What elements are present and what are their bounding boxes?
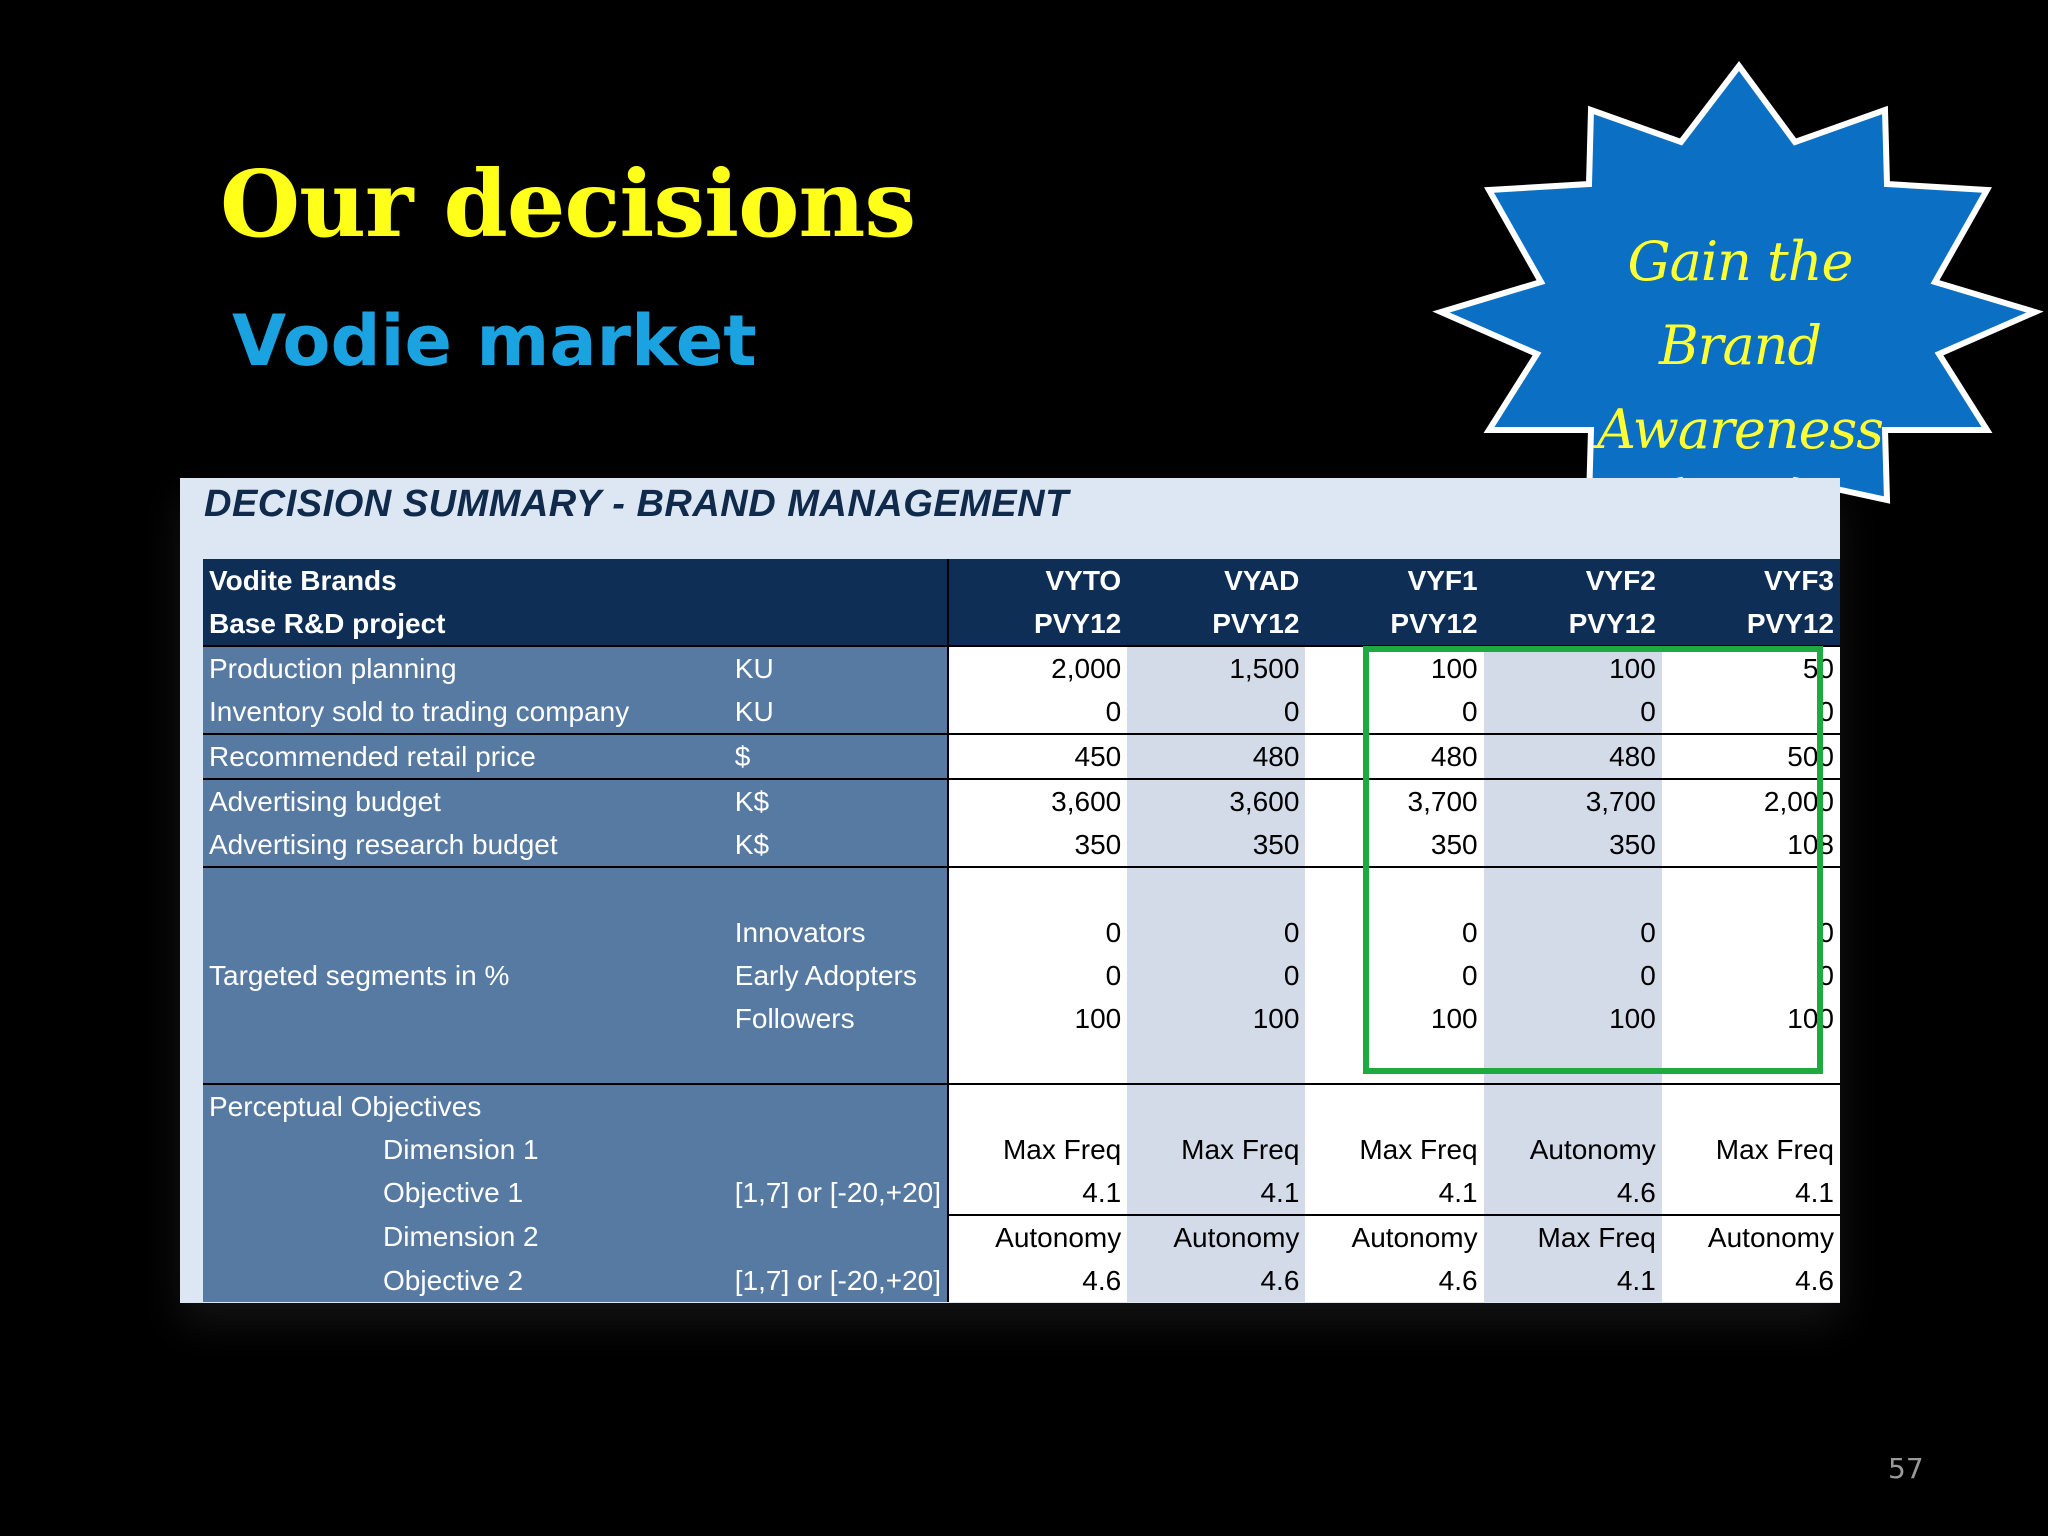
cell-value: 0	[1484, 690, 1662, 734]
cell-value: Max Freq	[1127, 1128, 1305, 1171]
cell-value: 0	[1662, 911, 1840, 954]
row-label: Advertising budget	[203, 779, 729, 823]
row-unit: [1,7] or [-20,+20]	[729, 1259, 948, 1302]
cell-value: Autonomy	[1127, 1215, 1305, 1259]
row-unit: $	[729, 734, 948, 779]
cell-value: 100	[1662, 997, 1840, 1040]
cell-value: 480	[1305, 734, 1483, 779]
cell-value: 4.6	[1484, 1171, 1662, 1215]
slide-subtitle: Vodie market	[232, 300, 757, 382]
header-project: PVY12	[1127, 602, 1305, 646]
cell-value: 350	[948, 823, 1127, 867]
cell-value: 4.6	[1662, 1259, 1840, 1302]
row-unit: [1,7] or [-20,+20]	[729, 1171, 948, 1215]
slide-title: Our decisions	[220, 150, 916, 258]
cell-value: 500	[1662, 734, 1840, 779]
row-label: Recommended retail price	[203, 734, 729, 779]
cell-value: 350	[1484, 823, 1662, 867]
segment-name: Early Adopters	[729, 954, 948, 997]
cell-value: 3,600	[948, 779, 1127, 823]
segment-name: Innovators	[729, 911, 948, 954]
segments-label: Targeted segments in %	[203, 954, 729, 997]
cell-value: 100	[1484, 646, 1662, 690]
row-dimension-1	[203, 1128, 1840, 1171]
segment-name: Followers	[729, 997, 948, 1040]
header-brand: VYTO	[948, 559, 1127, 602]
header-brand: VYF3	[1662, 559, 1840, 602]
row-label: Production planning	[203, 646, 729, 690]
cell-value: 0	[1127, 690, 1305, 734]
cell-value: 0	[1305, 690, 1483, 734]
cell-value: 100	[1127, 997, 1305, 1040]
cell-value: 0	[1305, 911, 1483, 954]
cell-value: 480	[1127, 734, 1305, 779]
cell-value: 0	[1305, 954, 1483, 997]
cell-value: 4.6	[1127, 1259, 1305, 1302]
row-label: Objective 2	[203, 1259, 729, 1302]
cell-value: 100	[1305, 646, 1483, 690]
cell-value: 4.1	[1484, 1259, 1662, 1302]
row-label: Dimension 2	[203, 1215, 729, 1259]
cell-value: Max Freq	[1305, 1128, 1483, 1171]
cell-value: 50	[1662, 646, 1840, 690]
cell-value: Max Freq	[1484, 1215, 1662, 1259]
highlight-box	[1363, 646, 1823, 1074]
cell-value: 0	[1484, 911, 1662, 954]
cell-value: Max Freq	[948, 1128, 1127, 1171]
cell-value: 0	[1662, 954, 1840, 997]
header-project-label: Base R&D project	[203, 602, 948, 646]
cell-value: 0	[1127, 911, 1305, 954]
header-project: PVY12	[1484, 602, 1662, 646]
cell-value: 100	[948, 997, 1127, 1040]
row-objective-1	[203, 1171, 1840, 1215]
page-number: 57	[1888, 1452, 1924, 1485]
cell-value: Autonomy	[1484, 1128, 1662, 1171]
sheet-title: DECISION SUMMARY - BRAND MANAGEMENT	[204, 483, 1069, 525]
header-row-projects	[203, 602, 1840, 646]
cell-value: Autonomy	[948, 1215, 1127, 1259]
cell-value: 350	[1127, 823, 1305, 867]
perceptual-label: Perceptual Objectives	[203, 1084, 729, 1128]
cell-value: 4.1	[1127, 1171, 1305, 1215]
callout-line-1: Gain the Brand	[1627, 230, 1853, 377]
header-brands-label: Vodite Brands	[203, 559, 948, 602]
cell-value: 4.1	[1662, 1171, 1840, 1215]
cell-value: 0	[1662, 690, 1840, 734]
header-brand: VYF1	[1305, 559, 1483, 602]
cell-value: 108	[1662, 823, 1840, 867]
cell-value: 3,700	[1484, 779, 1662, 823]
row-label: Inventory sold to trading company	[203, 690, 729, 734]
cell-value: 0	[948, 954, 1127, 997]
cell-value: Max Freq	[1662, 1128, 1840, 1171]
header-brand: VYAD	[1127, 559, 1305, 602]
header-row-brands	[203, 559, 1840, 602]
callout-line-2: Awareness	[1597, 398, 1883, 461]
cell-value: 100	[1305, 997, 1483, 1040]
cell-value: 450	[948, 734, 1127, 779]
row-objective-2	[203, 1259, 1840, 1302]
cell-value: Autonomy	[1305, 1215, 1483, 1259]
row-perceptual-objectives	[203, 1084, 1840, 1128]
cell-value: 0	[1484, 954, 1662, 997]
cell-value: 2,000	[948, 646, 1127, 690]
cell-value: 4.1	[948, 1171, 1127, 1215]
cell-value: Autonomy	[1662, 1215, 1840, 1259]
cell-value: 1,500	[1127, 646, 1305, 690]
starburst-callout-text	[1560, 220, 1920, 472]
cell-value: 4.6	[948, 1259, 1127, 1302]
row-unit: KU	[729, 646, 948, 690]
header-project: PVY12	[1662, 602, 1840, 646]
cell-value: 350	[1305, 823, 1483, 867]
row-unit: K$	[729, 823, 948, 867]
cell-value: 100	[1484, 997, 1662, 1040]
row-label: Objective 1	[203, 1171, 729, 1215]
header-brand: VYF2	[1484, 559, 1662, 602]
cell-value: 3,700	[1305, 779, 1483, 823]
row-unit: KU	[729, 690, 948, 734]
row-dimension-2	[203, 1215, 1840, 1259]
row-label: Dimension 1	[203, 1128, 729, 1171]
row-unit: K$	[729, 779, 948, 823]
cell-value: 4.6	[1305, 1259, 1483, 1302]
cell-value: 0	[1127, 954, 1305, 997]
cell-value: 4.1	[1305, 1171, 1483, 1215]
header-project: PVY12	[948, 602, 1127, 646]
cell-value: 3,600	[1127, 779, 1305, 823]
cell-value: 0	[948, 911, 1127, 954]
cell-value: 2,000	[1662, 779, 1840, 823]
header-project: PVY12	[1305, 602, 1483, 646]
row-label: Advertising research budget	[203, 823, 729, 867]
cell-value: 0	[948, 690, 1127, 734]
cell-value: 480	[1484, 734, 1662, 779]
